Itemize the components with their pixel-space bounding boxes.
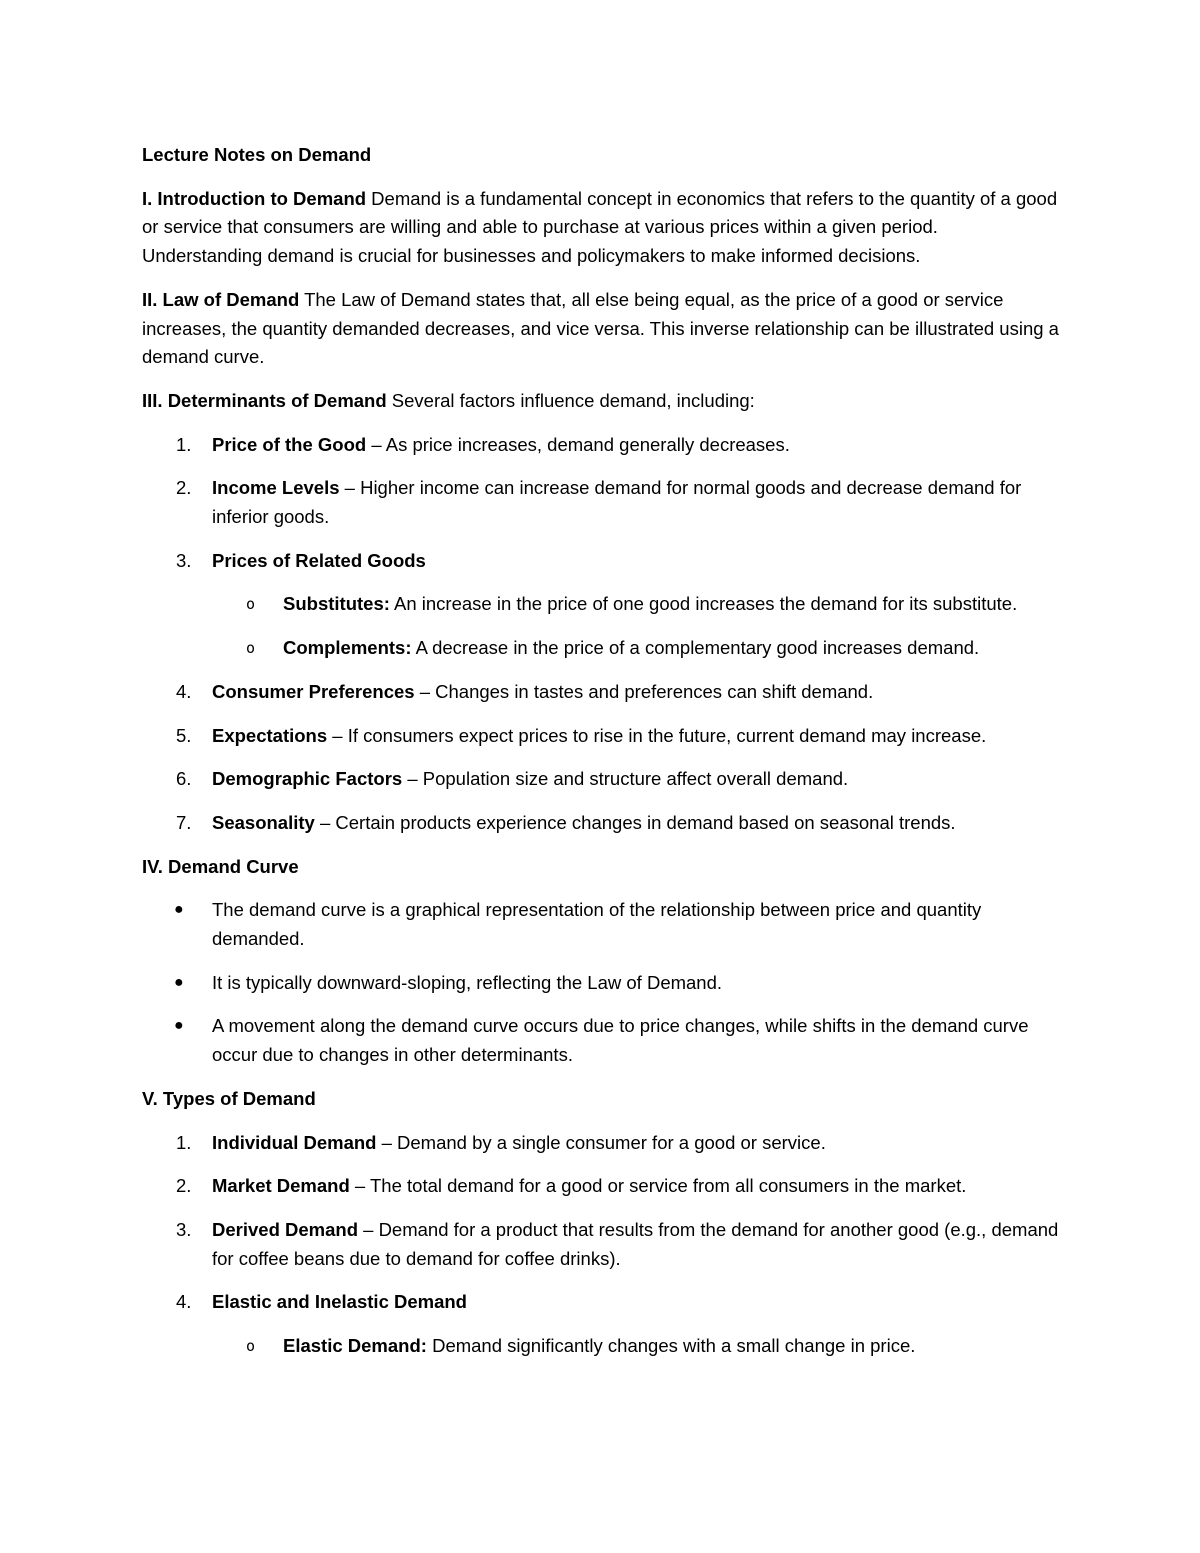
section-text-determinants: Several factors influence demand, including: bbox=[386, 389, 755, 411]
list-number: 4. bbox=[176, 680, 192, 702]
sub-list-item bbox=[142, 590, 1062, 619]
list-number: 1. bbox=[176, 1131, 192, 1153]
elastic-demand-list bbox=[212, 1332, 1062, 1361]
determinants-list bbox=[142, 431, 1062, 838]
sub-list-marker: o bbox=[246, 639, 256, 658]
types-list bbox=[142, 1129, 1062, 1361]
list-item bbox=[142, 722, 1062, 751]
related-goods-list bbox=[212, 590, 1062, 662]
section-heading-determinants: III. Determinants of Demand bbox=[142, 389, 387, 411]
section-determinants bbox=[142, 387, 1062, 416]
section-heading-types-of-demand: V. Types of Demand bbox=[142, 1087, 316, 1109]
sub-item-term: Elastic Demand: bbox=[283, 1335, 427, 1357]
section-text-introduction: Demand is a fundamental concept in economics that refers to the quantity of a good or service that consumers are willing and able to purchase at various prices within a given period. Understanding demand is crucial for businesses and policymakers to make informed decisions. bbox=[142, 187, 1058, 267]
list-item-term: Seasonality bbox=[212, 811, 315, 833]
sub-list-item bbox=[142, 634, 1062, 663]
list-item-desc: – Higher income can increase demand for normal goods and decrease demand for inferior goods. bbox=[212, 477, 1022, 528]
list-item bbox=[142, 765, 1062, 794]
sub-list-marker: o bbox=[246, 1337, 256, 1356]
bullet-dot-icon: ● bbox=[174, 901, 184, 919]
list-item-desc: – Certain products experience changes in demand based on seasonal trends. bbox=[314, 811, 956, 833]
bullet-text: The demand curve is a graphical representation of the relationship between price and quantity demanded. bbox=[212, 899, 982, 950]
list-item-term: Individual Demand bbox=[212, 1131, 377, 1153]
list-number: 5. bbox=[176, 724, 192, 746]
section-text-law-of-demand: The Law of Demand states that, all else being equal, as the price of a good or service increases, the quantity demanded decreases, and vice versa. This inverse relationship can be illustrated using a demand curve. bbox=[142, 288, 1059, 368]
bullet-item bbox=[142, 896, 1062, 953]
list-item-desc: – Population size and structure affect overall demand. bbox=[402, 768, 849, 790]
bullet-dot-icon: ● bbox=[174, 973, 184, 991]
list-item-desc: – Demand by a single consumer for a good or service. bbox=[376, 1131, 826, 1153]
list-item-desc: – If consumers expect prices to rise in the future, current demand may increase. bbox=[327, 724, 987, 746]
bullet-item bbox=[142, 969, 1062, 998]
bullet-item bbox=[142, 1012, 1062, 1069]
sub-item-desc: Demand significantly changes with a small change in price. bbox=[426, 1335, 916, 1357]
list-item bbox=[142, 809, 1062, 838]
demand-curve-list bbox=[142, 896, 1062, 1070]
list-item bbox=[142, 474, 1062, 531]
section-law-of-demand bbox=[142, 286, 1062, 372]
list-item-term: Price of the Good bbox=[212, 433, 367, 455]
list-item bbox=[142, 678, 1062, 707]
list-item bbox=[142, 1216, 1062, 1273]
sub-item-desc: An increase in the price of one good increases the demand for its substitute. bbox=[389, 593, 1018, 615]
list-item-term: Elastic and Inelastic Demand bbox=[212, 1291, 467, 1313]
list-item bbox=[142, 1288, 1062, 1360]
list-number: 2. bbox=[176, 477, 192, 499]
list-item-desc: – Changes in tastes and preferences can shift demand. bbox=[414, 680, 874, 702]
list-item-term: Consumer Preferences bbox=[212, 680, 415, 702]
section-heading-demand-curve: IV. Demand Curve bbox=[142, 855, 299, 877]
document-title: Lecture Notes on Demand bbox=[142, 144, 372, 165]
list-item-desc: – As price increases, demand generally decreases. bbox=[366, 433, 790, 455]
bullet-text: It is typically downward-sloping, reflecting the Law of Demand. bbox=[212, 971, 723, 993]
list-item-desc: – Demand for a product that results from the demand for another good (e.g., demand for coffee beans due to demand for coffee drinks). bbox=[212, 1218, 1059, 1269]
sub-item-term: Complements: bbox=[283, 637, 412, 659]
list-number: 3. bbox=[176, 1218, 192, 1240]
list-item bbox=[142, 431, 1062, 460]
list-item-term: Market Demand bbox=[212, 1175, 350, 1197]
list-item bbox=[142, 1129, 1062, 1158]
list-number: 3. bbox=[176, 549, 192, 571]
sub-list-item bbox=[142, 1332, 1062, 1361]
bullet-text: A movement along the demand curve occurs due to price changes, while shifts in the demand curve occur due to changes in other determinants. bbox=[212, 1015, 1029, 1066]
list-item bbox=[142, 547, 1062, 663]
list-item-term: Prices of Related Goods bbox=[212, 549, 426, 571]
document-body bbox=[142, 141, 1062, 1376]
list-number: 4. bbox=[176, 1291, 192, 1313]
bullet-dot-icon: ● bbox=[174, 1017, 184, 1035]
list-item-term: Expectations bbox=[212, 724, 328, 746]
list-number: 7. bbox=[176, 811, 192, 833]
list-number: 2. bbox=[176, 1175, 192, 1197]
sub-item-term: Substitutes: bbox=[283, 593, 390, 615]
list-item-term: Income Levels bbox=[212, 477, 340, 499]
list-number: 6. bbox=[176, 768, 192, 790]
section-heading-introduction: I. Introduction to Demand bbox=[142, 187, 367, 209]
list-item bbox=[142, 1172, 1062, 1201]
sub-item-desc: A decrease in the price of a complementary good increases demand. bbox=[411, 637, 980, 659]
list-number: 1. bbox=[176, 433, 192, 455]
list-item-desc: – The total demand for a good or service from all consumers in the market. bbox=[349, 1175, 967, 1197]
sub-list-marker: o bbox=[246, 595, 256, 614]
list-item-term: Demographic Factors bbox=[212, 768, 403, 790]
list-item-term: Derived Demand bbox=[212, 1218, 358, 1240]
section-heading-law-of-demand: II. Law of Demand bbox=[142, 288, 300, 310]
section-introduction bbox=[142, 185, 1062, 271]
